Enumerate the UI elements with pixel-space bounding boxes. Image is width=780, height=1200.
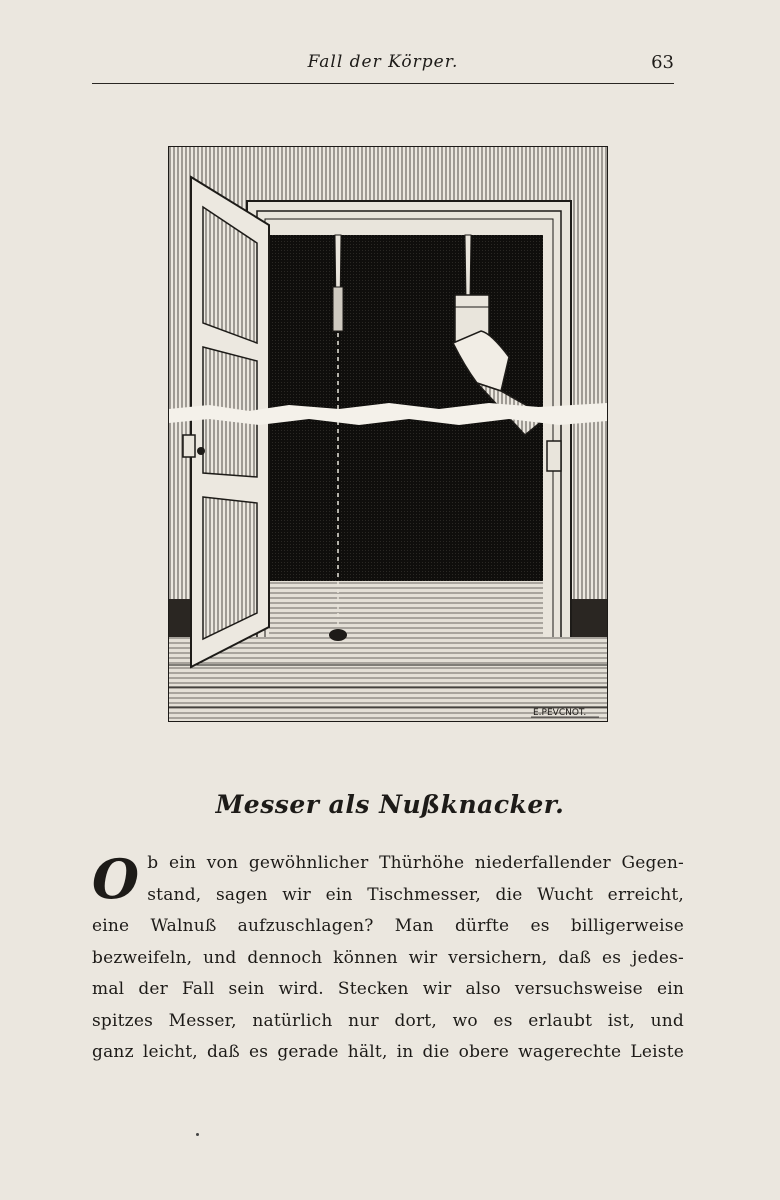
header-rule <box>92 83 674 84</box>
drop-cap: O <box>92 847 140 911</box>
engraving-illustration <box>168 146 608 722</box>
text-line: bezweifeln, und dennoch können wir versichern, daß es jedes- <box>92 947 684 968</box>
running-head <box>92 52 674 80</box>
text-line: b ein von gewöhnlicher Thürhöhe niederfallender Gegen- <box>147 853 684 873</box>
text-line: eine Walnuß aufzuschlagen? Man dürfte es billigerweise <box>92 916 684 936</box>
text-line: mal der Fall sein wird. Stecken wir also versuchsweise ein <box>92 979 684 999</box>
text-line: ganz leicht, daß es gerade hält, in die obere wagerechte Leiste <box>92 1042 684 1062</box>
print-speck <box>196 1133 199 1136</box>
text-line: stand, sagen wir ein Tischmesser, die Wucht erreicht, <box>147 884 684 905</box>
section-title: Messer als Nußknacker. <box>215 790 565 819</box>
page-number: 63 <box>651 52 674 73</box>
engraver-signature: E.PEVCNOT. <box>533 708 587 718</box>
text-line: spitzes Messer, natürlich nur dort, wo es erlaubt ist, und <box>92 1010 684 1031</box>
body-paragraph <box>92 848 684 1069</box>
door-knife-engraving <box>169 147 607 721</box>
running-title: Fall der Körper. <box>307 52 459 72</box>
